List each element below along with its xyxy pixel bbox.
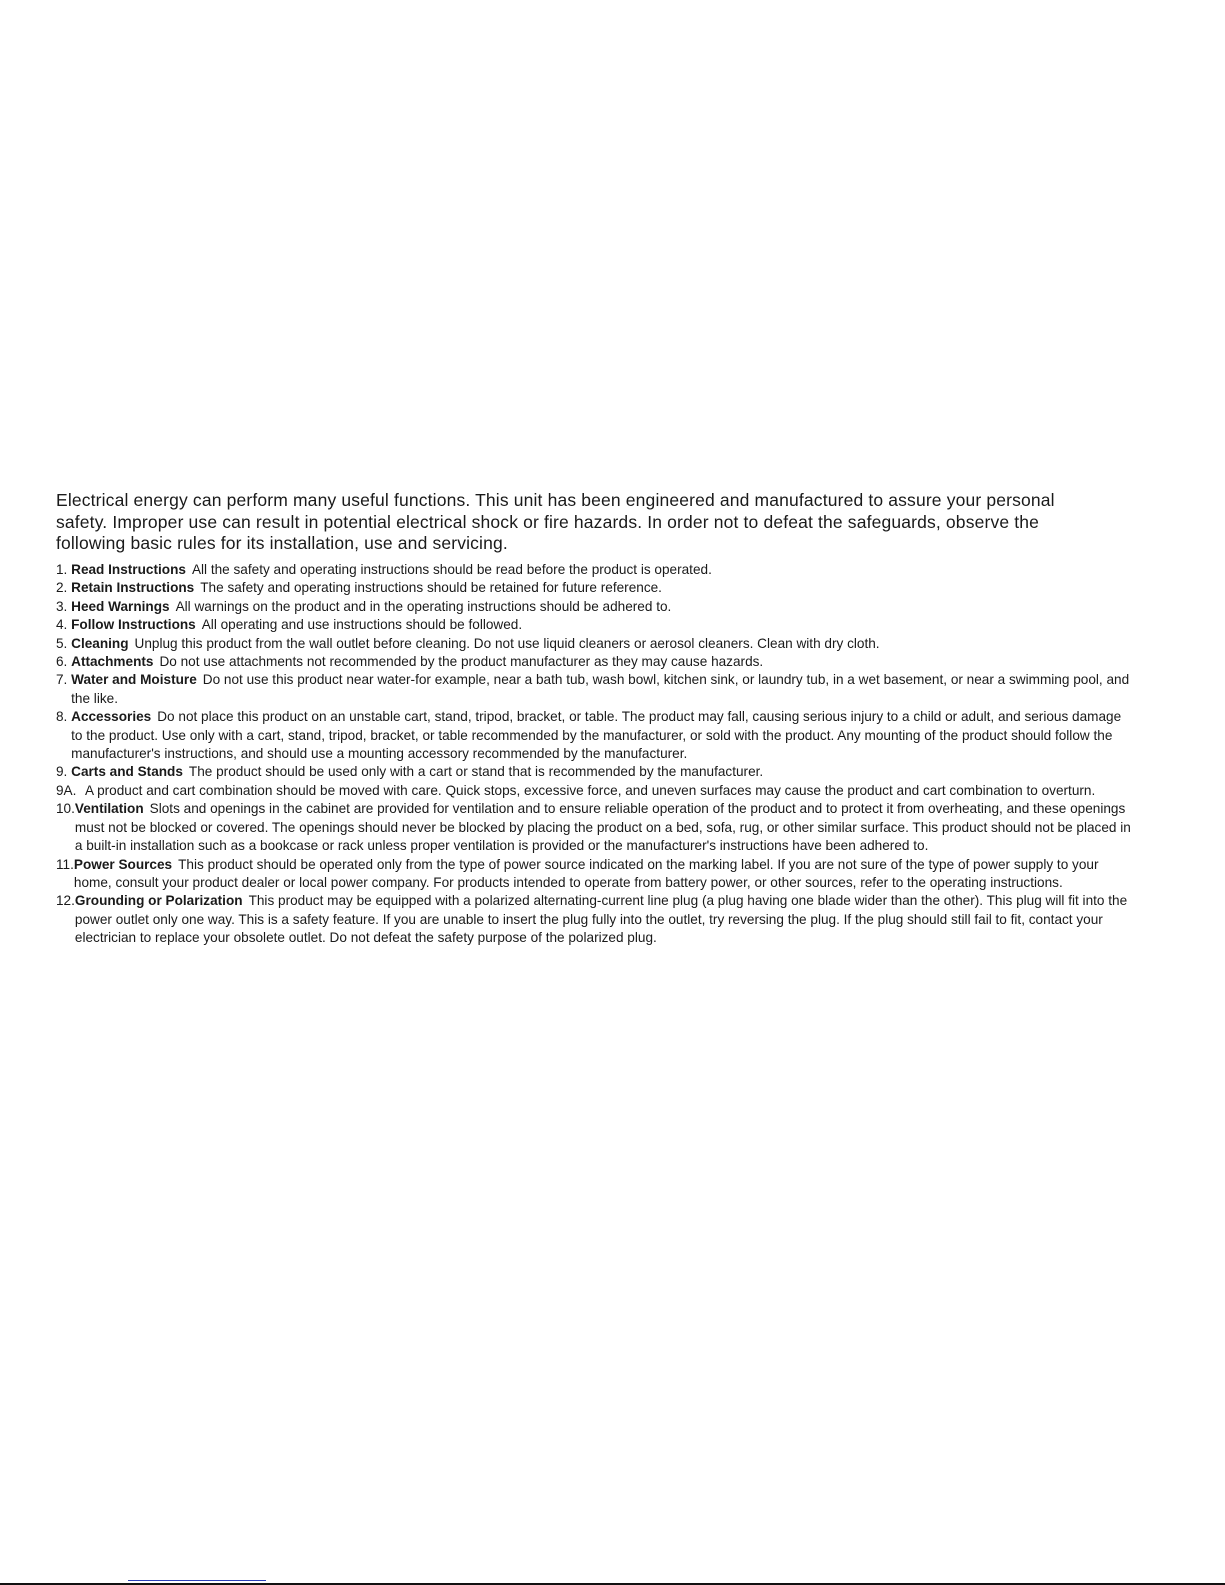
- rule-title: Accessories: [71, 709, 152, 725]
- rule-title: Power Sources: [73, 856, 173, 872]
- rule-body: [71, 616, 1136, 634]
- rule-title: Retain Instructions: [71, 580, 195, 596]
- rule-item: [56, 616, 1136, 634]
- rule-body: [71, 671, 1136, 708]
- rule-title: Carts and Stands: [71, 764, 183, 780]
- rule-text: This product may be equipped with a polarized alternating-current line plug (a plug having one blade wider than the other). This plug will fit into the power outlet only one way. This is a safety feature. If you are unable to insert the plug fully into the outlet, try reversing the plug. If the plug should still fail to fit, contact your electrician to replace your obsolete outlet. Do not defeat the safety purpose of the polarized plug.: [74, 893, 1128, 946]
- rule-text: Do not use this product near water-for example, near a bath tub, wash bowl, kitchen sink, or laundry tub, in a wet basement, or near a swimming pool, and the like.: [71, 672, 1130, 706]
- rule-title: Water and Moisture: [71, 672, 197, 688]
- rule-text: Do not place this product on an unstable cart, stand, tripod, bracket, or table. The product may fall, causing serious injury to a child or adult, and serious damage to the product. Use only with a cart, stand, tripod, bracket, or table recommended by the manufacturer, or sold with the product. Any mounting of the product should follow the manufacturer's instructions, and should use a mounting accessory recommended by the manufacturer.: [71, 709, 1122, 762]
- safety-rules-list: [56, 561, 1136, 948]
- rule-body: [71, 635, 1136, 653]
- rule-text: A product and cart combination should be moved with care. Quick stops, excessive force, and uneven surfaces may cause the product and cart combination to overturn.: [85, 782, 1096, 798]
- rule-title: Ventilation: [74, 801, 144, 817]
- rule-item: [56, 671, 1136, 708]
- rule-text: Do not use attachments not recommended by the product manufacturer as they may cause hazards.: [159, 654, 764, 670]
- rule-item: [56, 579, 1136, 597]
- rule-number: 5.: [56, 635, 72, 651]
- rule-item: [56, 561, 1136, 579]
- rule-item: [56, 782, 1136, 800]
- rule-text: All warnings on the product and in the operating instructions should be adhered to.: [175, 598, 672, 614]
- rule-text: This product should be operated only from the type of power source indicated on the marking label. If you are not sure of the type of power supply to your home, consult your product dealer or local power company. For products intended to operate from battery power, or other sources, refer to the operating instructions.: [73, 856, 1099, 890]
- rule-body: [71, 763, 1136, 781]
- rule-body: [74, 856, 1136, 893]
- rule-number: 9.: [56, 764, 72, 780]
- rule-body: [71, 579, 1136, 597]
- rule-number: 8.: [56, 709, 72, 725]
- rule-body: [71, 561, 1136, 579]
- rule-item: [56, 598, 1136, 616]
- footer-divider: [128, 1580, 266, 1581]
- rule-text: All the safety and operating instructions should be read before the product is operated.: [191, 562, 712, 577]
- rule-body: [75, 892, 1136, 947]
- rule-item: [56, 856, 1136, 893]
- rule-body: [71, 653, 1136, 671]
- rule-number: 6.: [56, 654, 72, 670]
- rule-title: Grounding or Polarization: [74, 893, 243, 909]
- rule-body: [71, 708, 1136, 763]
- rule-title: Heed Warnings: [71, 598, 170, 614]
- rule-text: All operating and use instructions should be followed.: [201, 617, 523, 633]
- rule-text: The safety and operating instructions should be retained for future reference.: [200, 580, 662, 596]
- rule-text: Slots and openings in the cabinet are provided for ventilation and to ensure reliable operation of the product and to protect it from overheating, and these openings must not be blocked or covered. The openings should never be blocked by placing the product on a bed, sofa, rug, or other similar surface. This product should not be placed in a built-in installation such as a bookcase or rack unless proper ventilation is provided or the manufacturer's instructions have been adhered to.: [74, 801, 1131, 854]
- rule-number: 1.: [56, 562, 72, 577]
- rule-text: Unplug this product from the wall outlet before cleaning. Do not use liquid cleaners or aerosol cleaners. Clean with dry cloth.: [134, 635, 880, 651]
- rule-body: [75, 800, 1136, 855]
- rule-title: Follow Instructions: [71, 617, 196, 633]
- rule-item: [56, 892, 1136, 947]
- rule-number: 11.: [56, 856, 74, 872]
- rule-number: 2.: [56, 580, 72, 596]
- rule-number: 10.: [56, 801, 75, 817]
- rule-number: 7.: [56, 672, 72, 688]
- rule-number: 4.: [56, 617, 72, 633]
- rule-item: [56, 763, 1136, 781]
- rule-title: Read Instructions: [71, 562, 186, 577]
- rule-title: Cleaning: [71, 635, 129, 651]
- rule-item: [56, 653, 1136, 671]
- rule-number: 3.: [56, 598, 72, 614]
- rule-item: [56, 635, 1136, 653]
- rule-body: [85, 782, 1136, 800]
- rule-number: 9A.: [56, 782, 81, 798]
- rule-number: 12.: [56, 893, 75, 909]
- rule-text: The product should be used only with a cart or stand that is recommended by the manufacturer.: [188, 764, 764, 780]
- intro-paragraph: Electrical energy can perform many useful functions. This unit has been engineered and manufactured to assure your personal safety. Improper use can result in potential electrical shock or fire hazards. In order not to defeat the safeguards, observe the following basic rules for its installation, use and servicing.: [56, 490, 1055, 553]
- rule-title: Attachments: [71, 654, 154, 670]
- rule-item: [56, 708, 1136, 763]
- rule-body: [71, 598, 1136, 616]
- rule-item: [56, 800, 1136, 855]
